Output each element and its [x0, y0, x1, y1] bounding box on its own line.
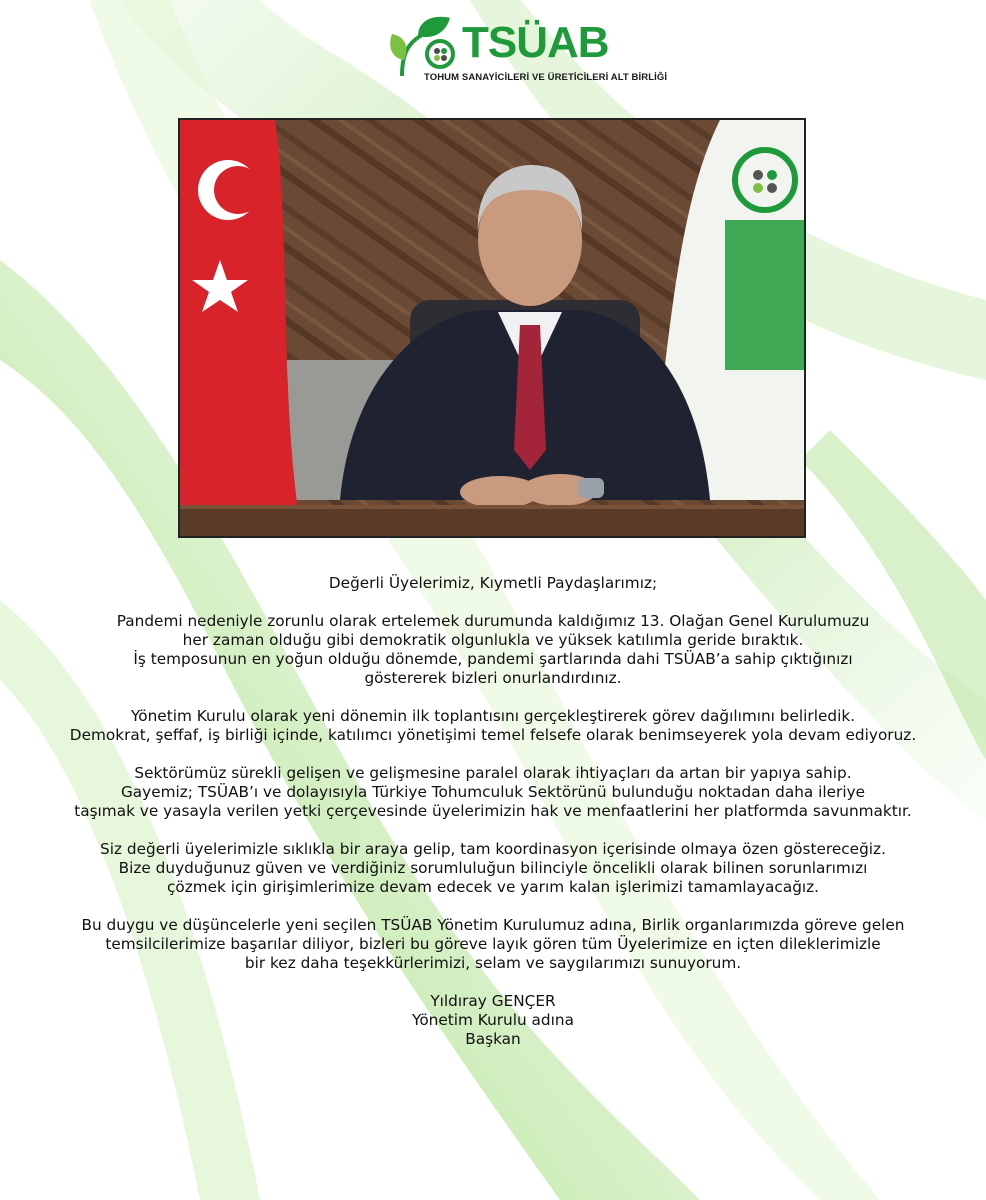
text-line: Bize duyduğunuz güven ve verdiğiniz sorumluluğun bilinciyle öncelikli olarak bilinen sorunlarımızı	[118, 859, 868, 877]
paragraph-2	[0, 707, 986, 745]
signature-title: Başkan	[465, 1030, 521, 1048]
text-line: Demokrat, şeffaf, iş birliği içinde, katılımcı yönetişimi temel felsefe olarak benimseyerek yola devam ediyoruz.	[69, 726, 917, 744]
seedling-icon	[388, 14, 458, 80]
signature-on-behalf: Yönetim Kurulu adına	[412, 1011, 574, 1029]
tsuab-logo	[388, 14, 668, 90]
text-line: İş temposunun en yoğun olduğu dönemde, pandemi şartlarında dahi TSÜAB’a sahip çıktığınızı	[133, 650, 853, 668]
signature-block	[0, 992, 986, 1049]
letter-body	[0, 574, 986, 1068]
text-line: çözmek için girişimlerimize devam edecek ve yarım kalan işlerimizi tamamlayacağız.	[166, 878, 820, 896]
paragraph-5	[0, 916, 986, 973]
text-line: Siz değerli üyelerimizle sıklıkla bir araya gelip, tam koordinasyon içerisinde olmaya özen göstereceğiz.	[100, 840, 886, 858]
signature-name: Yıldıray GENÇER	[430, 992, 556, 1010]
greeting: Değerli Üyelerimiz, Kıymetli Paydaşlarımız;	[328, 574, 658, 592]
text-line: Sektörümüz sürekli gelişen ve gelişmesine paralel olarak ihtiyaçları da artan bir yapıya sahip.	[134, 764, 852, 782]
text-line: taşımak ve yasayla verilen yetki çerçevesinde üyelerimizin hak ve menfaatlerini her platformda savunmaktır.	[74, 802, 912, 820]
text-line: bir kez daha teşekkürlerimizi, selam ve saygılarımızı sunuyorum.	[244, 954, 742, 972]
text-line: Bu duygu ve düşüncelerle yeni seçilen TSÜAB Yönetim Kurulumuz adına, Birlik organlarımızda göreve gelen	[81, 916, 905, 934]
text-line: Gayemiz; TSÜAB’ı ve dolayısıyla Türkiye Tohumculuk Sektörünü bulunduğu noktadan daha ileriye	[120, 783, 866, 801]
text-line: göstererek bizleri onurlandırdınız.	[364, 669, 622, 687]
text-line: temsilcilerimize başarılar diliyor, bizleri bu göreve layık gören tüm Üyelerimize en içten dileklerimizle	[105, 935, 881, 953]
president-photo	[178, 118, 806, 538]
text-line: her zaman olduğu gibi demokratik olgunlukla ve yüksek katılımla geride bıraktık.	[182, 631, 804, 649]
text-line: Pandemi nedeniyle zorunlu olarak ertelemek durumunda kaldığımız 13. Olağan Genel Kurulumuzu	[116, 612, 870, 630]
paragraph-3	[0, 764, 986, 821]
text-line: Yönetim Kurulu olarak yeni dönemin ilk toplantısını gerçekleştirerek görev dağılımını belirledik.	[130, 707, 856, 725]
paragraph-1	[0, 612, 986, 688]
paragraph-4	[0, 840, 986, 897]
logo-wordmark: TSÜAB	[462, 18, 609, 67]
logo-subtitle: TOHUM SANAYİCİLERİ VE ÜRETİCİLERİ ALT BİRLİĞİ	[424, 72, 668, 83]
